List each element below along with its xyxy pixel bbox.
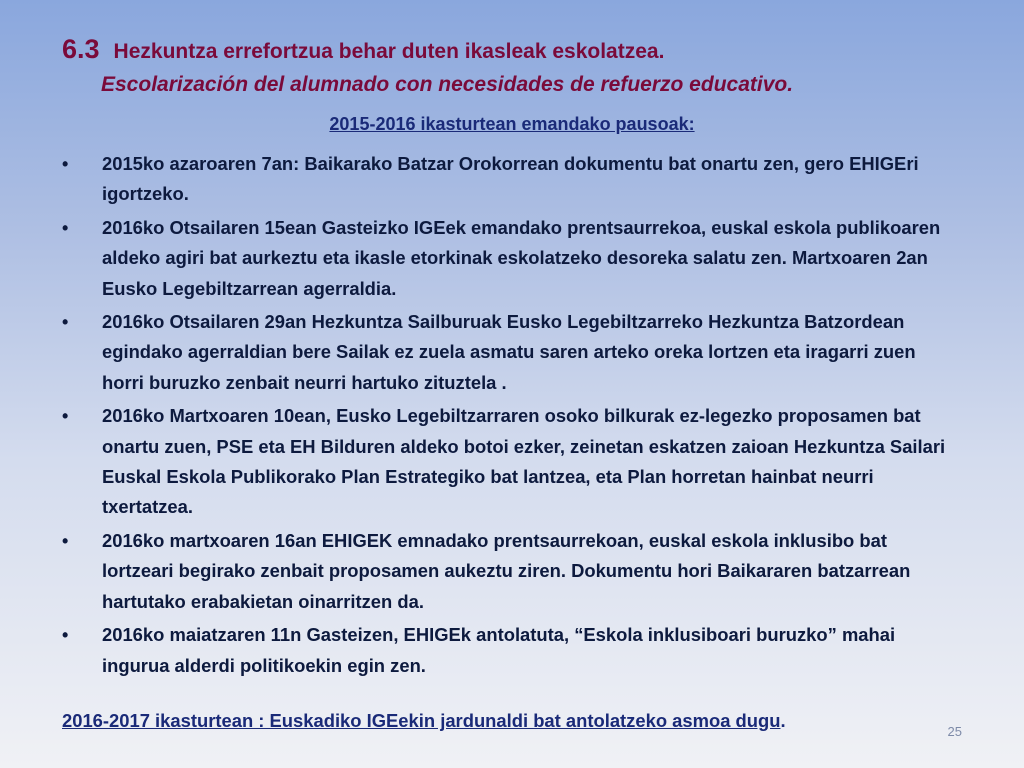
bullet-item bbox=[62, 307, 962, 398]
closing-statement bbox=[62, 710, 962, 732]
bullet-item bbox=[62, 149, 962, 210]
bullet-text: 2016ko martxoaren 16an EHIGEK emnadako prentsaurrekoan, euskal eskola inklusibo bat lortzeari begirako zenbait proposamen aukeztu ziren. Dokumentu hori Baikararen batzarrean hartutako erabakietan oinarritzen da. bbox=[102, 529, 911, 612]
closing-statement-underlined: 2016-2017 ikasturtean : Euskadiko IGEekin jardunaldi bat antolatzeko asmoa dugu bbox=[62, 710, 781, 731]
closing-statement-period: . bbox=[780, 710, 786, 731]
bullet-text: 2016ko Otsailaren 15ean Gasteizko IGEek emandako prentsaurrekoa, euskal eskola publikoaren aldeko agiri bat aurkeztu eta ikasle etorkinak eskolatzeko desoreka salatu zen. Martxoaren 2an Eusko Legebiltzarrean agerraldia. bbox=[102, 216, 941, 299]
bullet-item bbox=[62, 213, 962, 304]
bullet-text: 2016ko Martxoaren 10ean, Eusko Legebiltzarraren osoko bilkurak ez-legezko proposamen bat onartu zuen, PSE eta EH Bilduren aldeko botoi ezker, zeinetan eskatzen zaioan Hezkuntza Sailari Euskal Eskola Publikorako Plan Estrategiko bat lantzea, eta Plan horretan hainbat neurri txertatzea. bbox=[102, 405, 946, 518]
bullet-text: 2016ko Otsailaren 29an Hezkuntza Sailburuak Eusko Legebiltzarreko Hezkuntza Batzordean egindako agerraldian bere Sailak ez zuela asmatu saren arteko oreka lortzen eta iragarri zuen horri buruzko zenbait neurri hartuko zituztela . bbox=[102, 311, 916, 393]
bullet-text: 2015ko azaroaren 7an: Baikarako Batzar Orokorrean dokumentu bat onartu zen, gero EHIGEri igortzeko. bbox=[102, 153, 919, 205]
bullet-icon: • bbox=[62, 530, 69, 551]
bullet-item bbox=[62, 526, 962, 617]
bullet-icon: • bbox=[62, 312, 69, 333]
section-subheading: 2015-2016 ikasturtean emandako pausoak: bbox=[329, 114, 695, 134]
title-number: 6.3 bbox=[62, 34, 100, 64]
bullet-text: 2016ko maiatzaren 11n Gasteizen, EHIGEk antolatuta, “Eskola inklusiboari buruzko” mahai ingurua alderdi politikoekin egin zen. bbox=[102, 624, 896, 676]
slide-title bbox=[62, 34, 1002, 65]
page-number: 25 bbox=[947, 724, 962, 739]
title-spanish: Escolarización del alumnado con necesidades de refuerzo educativo. bbox=[101, 73, 794, 96]
bullet-item bbox=[62, 620, 962, 681]
bullet-icon: • bbox=[62, 406, 69, 427]
bullet-icon: • bbox=[62, 217, 69, 238]
title-basque: Hezkuntza errefortzua behar duten ikasleak eskolatzea. bbox=[113, 40, 665, 63]
bullet-icon: • bbox=[62, 154, 69, 174]
bullet-icon: • bbox=[62, 625, 69, 646]
bullet-item bbox=[62, 401, 962, 523]
bullet-list bbox=[62, 149, 962, 684]
